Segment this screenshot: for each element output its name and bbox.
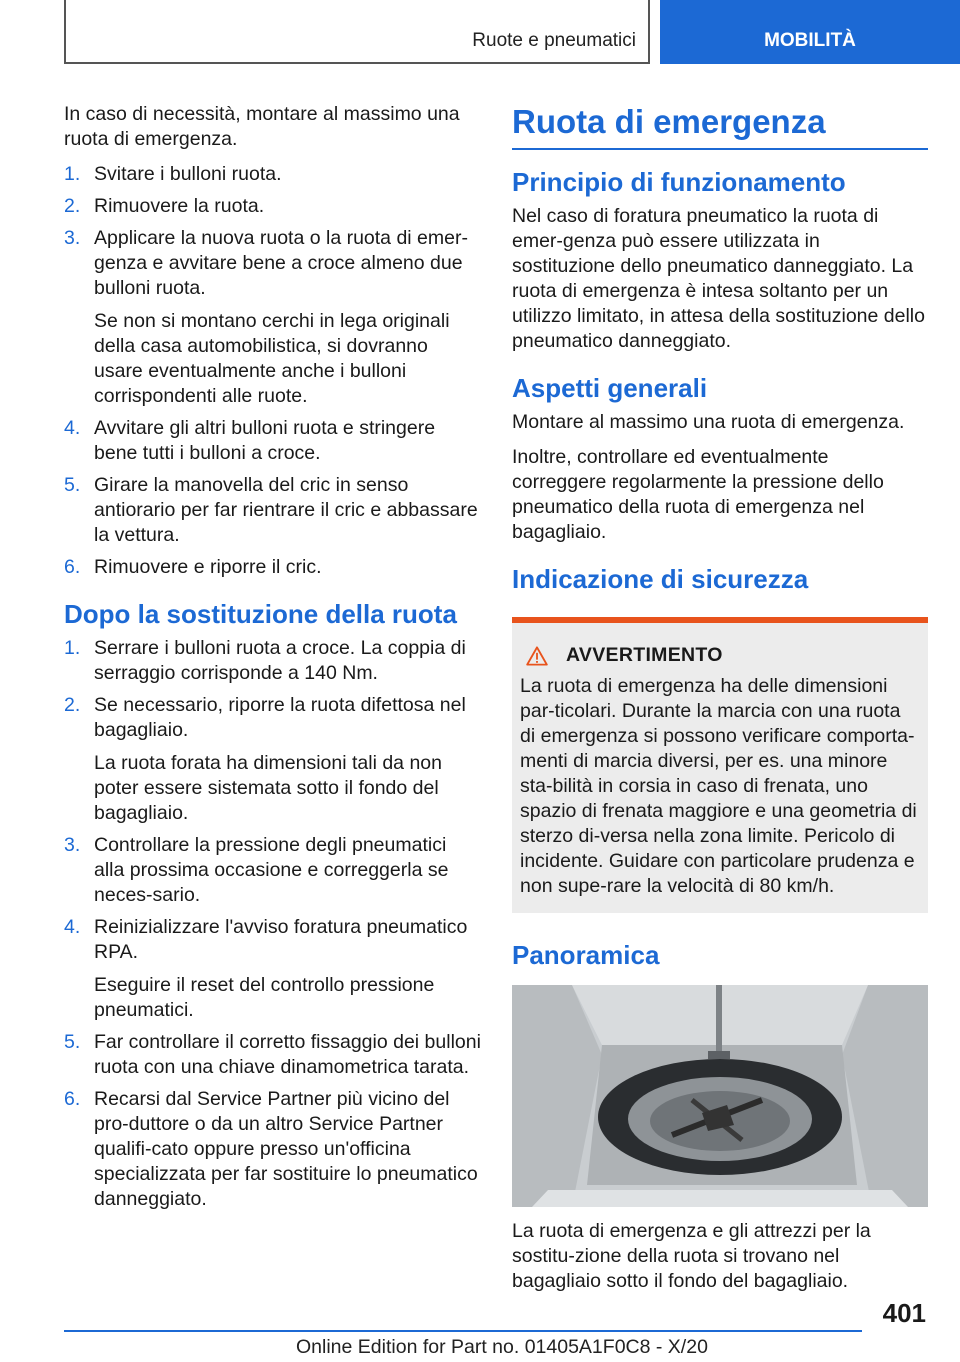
step-number: 4. xyxy=(64,916,81,938)
warning-box xyxy=(512,617,928,913)
photo-caption: La ruota di emergenza e gli attrezzi per la sostitu-zione della ruota si trovano nel bagagliaio sotto il fondo del bagagliaio. xyxy=(512,1220,871,1292)
header-section-label: Ruote e pneumatici xyxy=(472,30,636,51)
step-text: Reinizializzare l'avviso foratura pneumatico RPA. xyxy=(94,916,468,963)
safety-heading: Indicazione di sicurezza xyxy=(512,564,809,594)
list-item xyxy=(64,1030,482,1080)
list-item xyxy=(64,226,482,409)
overview-heading: Panoramica xyxy=(512,940,660,970)
step-text: Rimuovere la ruota. xyxy=(94,195,265,217)
step-text: Avvitare gli altri bulloni ruota e stringere bene tutti i bulloni a croce. xyxy=(94,417,436,464)
step-number: 3. xyxy=(64,834,81,856)
step-text: Rimuovere e riporre il cric. xyxy=(94,556,322,578)
step-note: Eseguire il reset del controllo pressione pneumatici. xyxy=(94,974,435,1021)
step-text: Applicare la nuova ruota o la ruota di emer-genza e avvitare bene a croce almeno due bulloni ruota. xyxy=(94,227,468,299)
intro-paragraph: In caso di necessità, montare al massimo una ruota di emergenza. xyxy=(64,103,460,150)
edition-note: Online Edition for Part no. 01405A1F0C8 - X/20 xyxy=(296,1336,708,1358)
step-text: Recarsi dal Service Partner più vicino del pro-duttore o da un altro Service Partner qualifi-cato oppure presso un'officina specializzata per far sostituire lo pneumatico danneggiato. xyxy=(94,1088,478,1210)
header-chapter-label: MOBILITÀ xyxy=(764,30,856,51)
list-item xyxy=(64,555,482,580)
warning-title: AVVERTIMENTO xyxy=(566,644,723,666)
principle-paragraph: Nel caso di foratura pneumatico la ruota di emer-genza può essere utilizzata in sostituzione dello pneumatico danneggiato. La ruota di emergenza è intesa soltanto per un utilizzo limitato, in attesa della sostituzione dello pneumatico danneggiato. xyxy=(512,205,925,352)
step-number: 1. xyxy=(64,163,81,185)
step-text: Se necessario, riporre la ruota difettosa nel bagagliaio. xyxy=(94,694,466,741)
after-replacement-heading: Dopo la sostituzione della ruota xyxy=(64,599,457,629)
warning-text: La ruota di emergenza ha delle dimensioni par-ticolari. Durante la marcia con una ruota di emergenza si possono verificare comporta-menti di marcia diversi, per es. una minore sta-bilità in corsia in caso di frenata, uno spazio di frenata maggiore e una geometria di sterzo di-versa nella zona limite. Pericolo di incidente. Guidare con particolare prudenza e non supe-rare la velocità di 80 km/h. xyxy=(520,675,917,897)
page-title: Ruota di emergenza xyxy=(512,102,928,150)
step-note: La ruota forata ha dimensioni tali da non poter essere sistemata sotto il fondo del bagagliaio. xyxy=(94,752,442,824)
step-text: Svitare i bulloni ruota. xyxy=(94,163,282,185)
step-number: 5. xyxy=(64,474,81,496)
list-item xyxy=(64,915,482,1023)
general-paragraph-2: Inoltre, controllare ed eventualmente correggere regolarmente la pressione dello pneumatico della ruota di emergenza nel bagagliaio. xyxy=(512,446,884,543)
step-number: 1. xyxy=(64,637,81,659)
list-item xyxy=(64,416,482,466)
step-note: Se non si montano cerchi in lega originali della casa automobilistica, si dovranno usare eventualmente anche i bulloni corrispondenti alle ruote. xyxy=(94,310,450,407)
list-item xyxy=(64,1087,482,1212)
principle-heading: Principio di funzionamento xyxy=(512,167,846,197)
footer-divider xyxy=(64,1330,862,1332)
step-number: 5. xyxy=(64,1031,81,1053)
list-item xyxy=(64,636,482,686)
replacement-steps-list xyxy=(64,162,482,580)
list-item xyxy=(64,194,482,219)
after-steps-list xyxy=(64,636,482,1212)
spare-wheel-photo xyxy=(512,985,928,1207)
page-number: 401 xyxy=(882,1298,926,1328)
general-paragraph-1: Montare al massimo una ruota di emergenza. xyxy=(512,411,905,433)
left-column xyxy=(64,102,482,1219)
list-item xyxy=(64,162,482,187)
step-number: 4. xyxy=(64,417,81,439)
step-text: Girare la manovella del cric in senso antiorario per far rientrare il cric e abbassare la vettura. xyxy=(94,474,478,546)
list-item xyxy=(64,693,482,826)
warning-header xyxy=(520,643,920,668)
step-text: Controllare la pressione degli pneumatici alla prossima occasione e correggerla se neces-sario. xyxy=(94,834,449,906)
step-number: 6. xyxy=(64,556,81,578)
warning-triangle-icon xyxy=(526,646,548,666)
right-column xyxy=(512,102,928,1304)
header-section-tab[interactable] xyxy=(66,0,650,64)
step-number: 3. xyxy=(64,227,81,249)
step-text: Far controllare il corretto fissaggio dei bulloni ruota con una chiave dinamometrica tarata. xyxy=(94,1031,481,1078)
header-chapter-tab[interactable] xyxy=(660,0,960,64)
list-item xyxy=(64,473,482,548)
general-heading: Aspetti generali xyxy=(512,373,708,403)
step-number: 2. xyxy=(64,694,81,716)
list-item xyxy=(64,833,482,908)
step-text: Serrare i bulloni ruota a croce. La coppia di serraggio corrisponde a 140 Nm. xyxy=(94,637,466,684)
step-number: 2. xyxy=(64,195,81,217)
step-number: 6. xyxy=(64,1088,81,1110)
